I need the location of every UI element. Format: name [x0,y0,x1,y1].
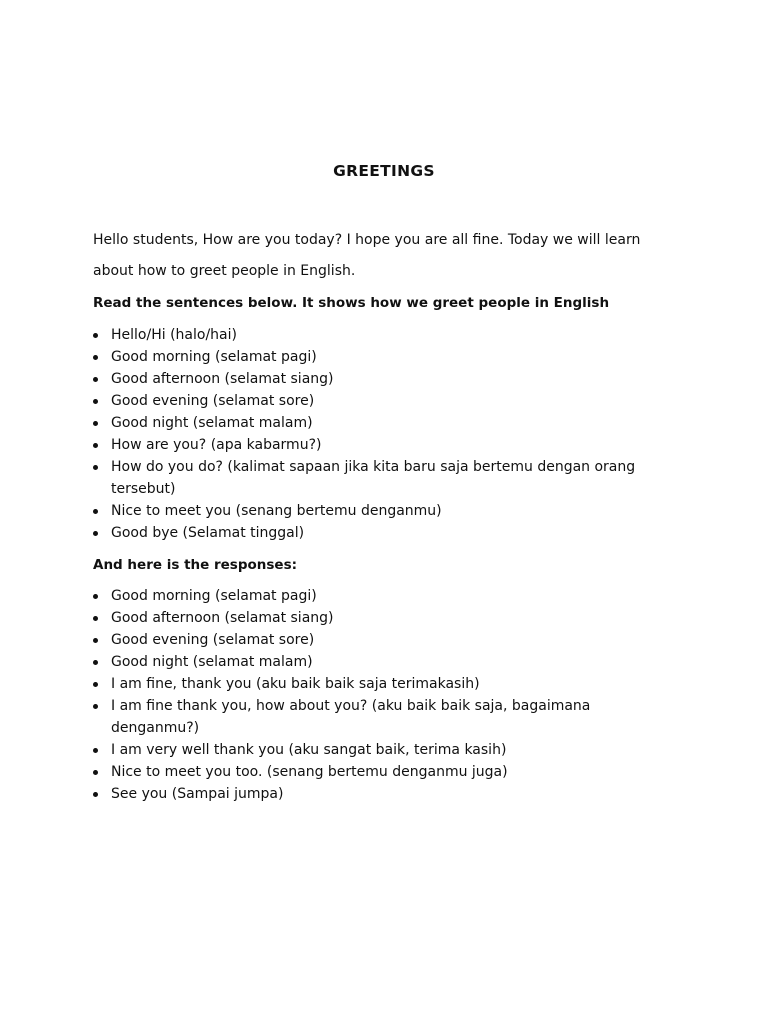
list-item [93,673,653,695]
list-item [93,629,653,651]
list-item [93,324,653,346]
list-item-text: Nice to meet you (senang bertemu denganmu) [111,503,442,519]
bullet-icon [93,399,98,404]
bullet-icon [93,465,98,470]
bullet-icon [93,443,98,448]
list-item-text: Good night (selamat malam) [111,654,313,670]
list-item-text: Nice to meet you too. (senang bertemu denganmu juga) [111,764,508,780]
bullet-icon [93,704,98,709]
list-item-text: Good night (selamat malam) [111,415,313,431]
greetings-list [93,324,653,544]
list-item [93,651,653,673]
bullet-icon [93,616,98,621]
list-item-text: Hello/Hi (halo/hai) [111,327,237,343]
bullet-icon [93,638,98,643]
list-item-text: I am very well thank you (aku sangat baik, terima kasih) [111,742,507,758]
bullet-icon [93,333,98,338]
intro-line-2: about how to greet people in English. [93,263,356,279]
list-item [93,739,653,761]
list-item-text: How do you do? (kalimat sapaan jika kita baru saja bertemu dengan orang tersebut) [111,459,636,497]
list-item-text: Good evening (selamat sore) [111,632,315,648]
list-item [93,412,653,434]
list-item-text: Good morning (selamat pagi) [111,349,317,365]
bullet-icon [93,421,98,426]
list-item [93,390,653,412]
list-item-text: Good afternoon (selamat siang) [111,610,334,626]
bullet-icon [93,509,98,514]
bullet-icon [93,792,98,797]
page-title: GREETINGS [333,162,435,180]
bullet-icon [93,748,98,753]
list-item-text: I am fine, thank you (aku baik baik saja terimakasih) [111,676,480,692]
list-item [93,522,653,544]
bullet-icon [93,682,98,687]
list-item-text: I am fine thank you, how about you? (aku baik baik saja, bagaimana denganmu?) [111,698,591,736]
list-item-text: Good bye (Selamat tinggal) [111,525,305,541]
list-item-text: See you (Sampai jumpa) [111,786,284,802]
list-item [93,695,653,739]
list-item [93,346,653,368]
bullet-icon [93,377,98,382]
list-item [93,783,653,805]
list-item [93,500,653,522]
intro-line-1: Hello students, How are you today? I hope you are all fine. Today we will learn [93,232,641,248]
bullet-icon [93,660,98,665]
list-item [93,434,653,456]
list-item-text: Good afternoon (selamat siang) [111,371,334,387]
bullet-icon [93,594,98,599]
list-item-text: Good morning (selamat pagi) [111,588,317,604]
greetings-heading: Read the sentences below. It shows how we greet people in English [93,295,610,311]
list-item-text: How are you? (apa kabarmu?) [111,437,322,453]
list-item-text: Good evening (selamat sore) [111,393,315,409]
list-item [93,585,653,607]
responses-heading: And here is the responses: [93,557,298,573]
bullet-icon [93,531,98,536]
list-item [93,761,653,783]
responses-list [93,585,653,805]
bullet-icon [93,355,98,360]
list-item [93,607,653,629]
bullet-icon [93,770,98,775]
list-item [93,368,653,390]
list-item [93,456,653,500]
